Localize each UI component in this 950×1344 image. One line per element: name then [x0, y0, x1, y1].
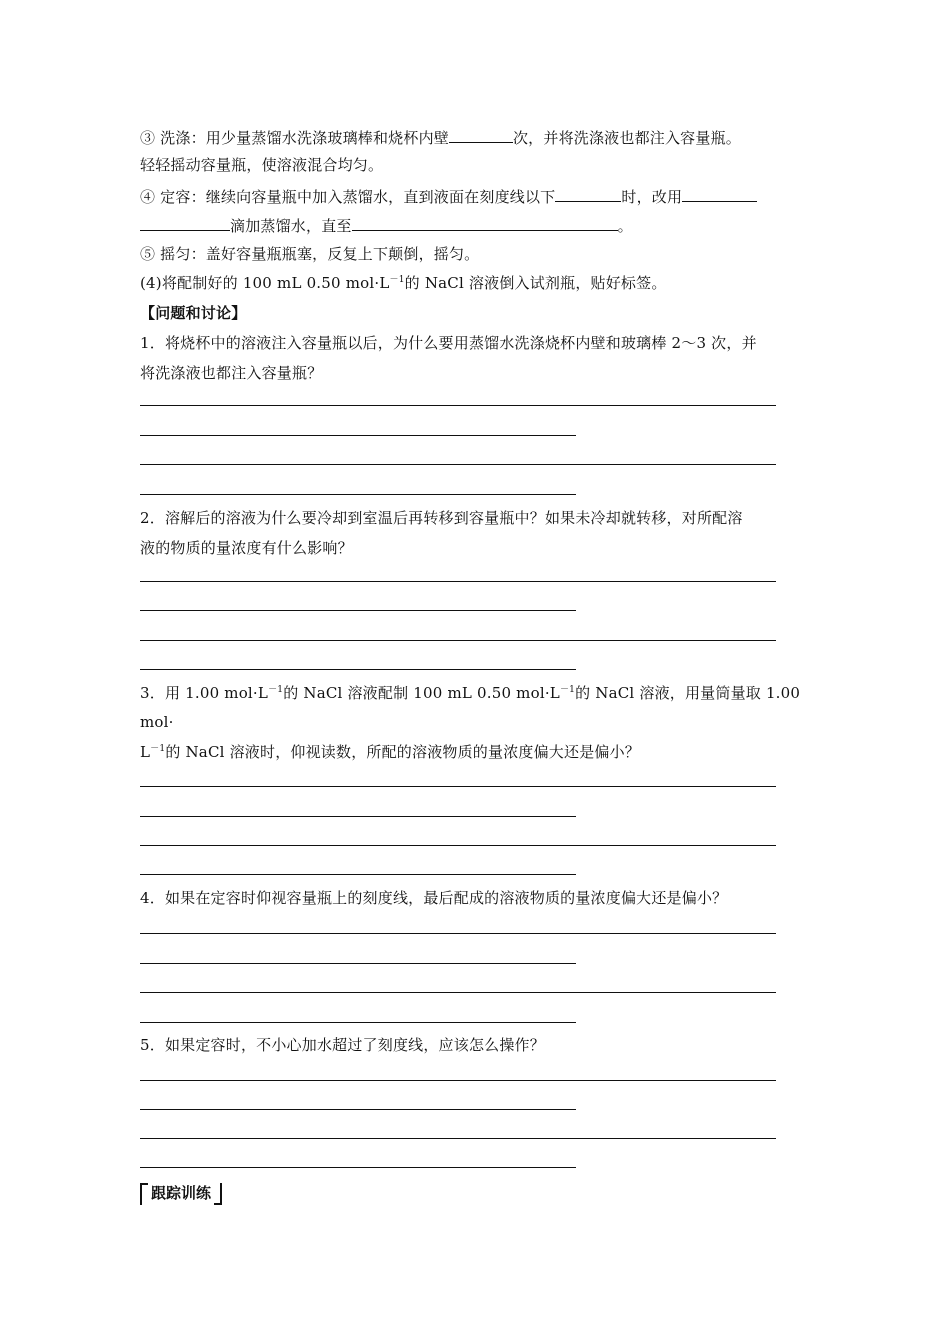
step-wash-line1	[140, 126, 741, 148]
answer-line[interactable]	[140, 1167, 576, 1168]
discussion-heading: 【问题和讨论】	[140, 304, 247, 322]
question-1-line2: 将洗涤液也都注入容量瓶？	[140, 364, 323, 382]
blank-fix-tool-part1[interactable]	[682, 185, 757, 202]
step-fix-period: 。	[617, 217, 633, 235]
answer-line[interactable]	[140, 1080, 776, 1081]
step-wash-text-end: 次，并将洗涤液也都注入容量瓶。	[512, 129, 741, 147]
bracket-right-icon	[214, 1183, 222, 1205]
answer-line[interactable]	[140, 464, 776, 465]
answer-line[interactable]	[140, 494, 576, 495]
answer-line[interactable]	[140, 963, 576, 964]
step-fix-text-mid: 时，改用	[621, 188, 683, 206]
step-wash-text: ③ 洗涤：用少量蒸馏水洗涤玻璃棒和烧杯内壁	[140, 129, 449, 147]
answer-line[interactable]	[140, 992, 776, 993]
answer-line[interactable]	[140, 610, 576, 611]
superscript: －1	[268, 685, 284, 695]
question-3-text: L	[140, 743, 151, 761]
question-5: 5．如果定容时，不小心加水超过了刻度线，应该怎么操作？	[140, 1036, 545, 1054]
answer-line[interactable]	[140, 786, 776, 787]
blank-fix-until[interactable]	[352, 214, 618, 231]
tracking-training-heading	[140, 1182, 222, 1205]
question-3-line3	[140, 742, 640, 762]
question-3-line1	[140, 683, 800, 703]
blank-wash-times[interactable]	[449, 126, 513, 143]
answer-line[interactable]	[140, 816, 576, 817]
tracking-training-title: 跟踪训练	[151, 1184, 212, 1202]
step-shake: ⑤ 摇匀：盖好容量瓶瓶塞，反复上下颠倒，摇匀。	[140, 245, 480, 263]
question-3-line2: mol·	[140, 713, 174, 731]
answer-line[interactable]	[140, 874, 576, 875]
superscript: －1	[559, 685, 576, 695]
superscript: －1	[150, 744, 166, 754]
question-3-text: 的 NaCl 溶液配制 100 mL 0.50 mol·L	[283, 684, 560, 702]
step-fix-line2	[140, 214, 633, 236]
question-2-line2: 液的物质的量浓度有什么影响？	[140, 539, 353, 557]
answer-line[interactable]	[140, 435, 576, 436]
answer-line[interactable]	[140, 405, 776, 406]
question-1-line1: 1．将烧杯中的溶液注入容量瓶以后，为什么要用蒸馏水洗涤烧杯内壁和玻璃棒 2～3 次，并	[140, 334, 757, 352]
answer-line[interactable]	[140, 933, 776, 934]
answer-line[interactable]	[140, 1109, 576, 1110]
question-4: 4．如果在定容时仰视容量瓶上的刻度线，最后配成的溶液物质的量浓度偏大还是偏小？	[140, 889, 728, 907]
step-wash-line2: 轻轻摇动容量瓶，使溶液混合均匀。	[140, 156, 384, 174]
blank-fix-distance[interactable]	[555, 185, 621, 202]
bracket-left-icon	[140, 1183, 148, 1205]
answer-line[interactable]	[140, 1022, 576, 1023]
answer-line[interactable]	[140, 669, 576, 670]
question-3-text: 3．用 1.00 mol·L	[140, 684, 269, 702]
question-3-text: 的 NaCl 溶液，用量筒量取 1.00	[575, 684, 801, 702]
question-3-text: 的 NaCl 溶液时，仰视读数，所配的溶液物质的量浓度偏大还是偏小？	[165, 743, 640, 761]
blank-fix-tool-part2[interactable]	[140, 214, 230, 231]
answer-line[interactable]	[140, 1138, 776, 1139]
step-pour	[140, 273, 667, 293]
step-fix-text-2: 滴加蒸馏水，直至	[230, 217, 352, 235]
answer-line[interactable]	[140, 581, 776, 582]
step-fix-line1	[140, 185, 757, 207]
step-fix-text: ④ 定容：继续向容量瓶中加入蒸馏水，直到液面在刻度线以下	[140, 188, 556, 206]
answer-line[interactable]	[140, 640, 776, 641]
superscript: －1	[389, 275, 405, 285]
step-pour-text-end: 的 NaCl 溶液倒入试剂瓶，贴好标签。	[404, 274, 667, 292]
question-2-line1: 2．溶解后的溶液为什么要冷却到室温后再转移到容量瓶中？如果未冷却就转移，对所配溶	[140, 509, 743, 527]
answer-line[interactable]	[140, 845, 776, 846]
step-pour-text: (4)将配制好的 100 mL 0.50 mol·L	[140, 274, 390, 292]
